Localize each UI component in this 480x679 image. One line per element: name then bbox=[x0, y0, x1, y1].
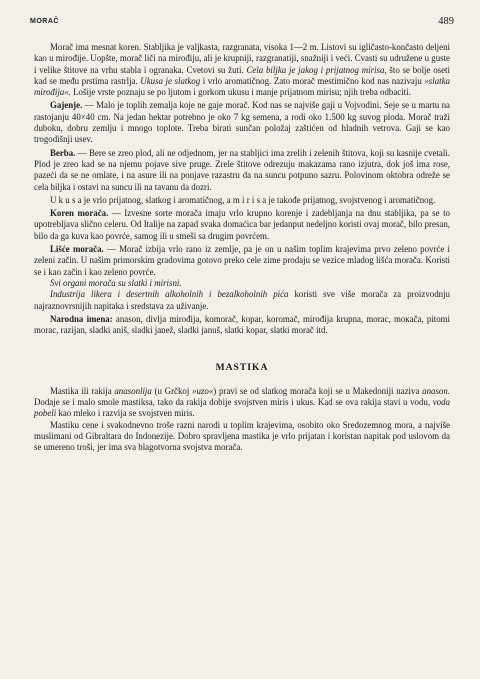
running-head: MORAČ bbox=[30, 18, 59, 25]
harvest-text: — Bere se zreo plod, ali ne odjednom, jer na stabljici ima zrelih i zelenih štitova, koji su kasnije cvetali. Plod je zreo kad se na njemu pojave sive pruge. Zrele štitove odrezuju makazama rano izjutra, dok još ima rose, pazeći da se ne omlate, i na asure ili na ponjave razastru da na suncu potpuno sazru. Polovinom oktobra odreže se cela biljka i ostavi na suncu ili na tavanu da dozri. bbox=[34, 147, 450, 192]
intro-text: što se bolje oseti kad se među prstima rastrlja. bbox=[34, 64, 450, 86]
root-label: Koren morača. bbox=[50, 208, 109, 219]
paragraph-cultivation bbox=[34, 100, 450, 145]
mastika-emphasis: anason. bbox=[422, 385, 450, 396]
paragraph-mastika-2: Mastiku cene i svakodnevno troše razni narodi u toplim krajevima, osobito oko Sredozemnog mora, a najviše muslimani od Gibraltara do Indonezije. Dobro spravljena mastika je vrlo prijatan i koristan napitak pod uslovom da se umereno troši, jer ima sva blagotvorna svojstva morača. bbox=[34, 419, 450, 453]
page-number: 489 bbox=[438, 16, 454, 27]
harvest-label: Berba. bbox=[50, 147, 76, 158]
taste-smell-text: je takođe prijatnog, svojstvenog i aromatičnog. bbox=[266, 194, 436, 205]
mastika-text: (u Grčkoj bbox=[151, 385, 193, 396]
intro-emphasis-name: »slatka mirođija«. bbox=[34, 75, 450, 98]
mastika-text: ) pravi se od slatkog morača koji se u Makedoniji naziva bbox=[213, 385, 423, 396]
paragraph-intro bbox=[34, 42, 450, 98]
taste-smell-text: je vrlo prijatnog, slatkog i aromatičnog, a bbox=[81, 194, 233, 205]
mastika-text: kao mleko i razvija se svojstven miris. bbox=[56, 408, 195, 419]
mastika-text: Mastika ili rakija bbox=[50, 385, 115, 396]
paragraph-harvest bbox=[34, 148, 450, 193]
paragraph-folk-names bbox=[34, 314, 450, 337]
leaves-label: Lišće morača. bbox=[50, 244, 104, 255]
cultivation-text: — Malo je toplih zemalja koje ne gaje morač. Kod nas se najviše gaji u Vojvodini. Seje se u martu na rastojanju 40×40 cm. Na jedan hektar potrebno je oko 7 kg semena, a rodi oko 1.500 kg suvog ploda. Morač traži duboku, dobru zemlju i mnogo toplote. Treba birati sunčan položaj zaštićen od hladnih vetrova. Gaji se kao trogodišnji usev. bbox=[34, 100, 450, 145]
mastika-emphasis: »uzo« bbox=[192, 385, 214, 396]
page-header bbox=[30, 16, 454, 32]
paragraph-taste-smell bbox=[34, 195, 450, 206]
mastika-text: Dodaje se i malo smole mastiksa, tako da rakija dobije svojstven miris i ukus. Kad se ova rakija stavi u vodu, bbox=[34, 397, 433, 408]
industry-text: koristi sve više morača za proizvodnju najraznovrsnijih napitaka i sredstava za uživanje. bbox=[34, 289, 450, 311]
leaves-text: — Morač izbija vrlo rano iz zemlje, pa je on u našim toplim krajevima prvo zeleno povrće i zeleni začin. U našim primorskim gradovima gotovo preko cele zime prodaju se vezice mladog lišća morača. Koristi se i kao začin i kao zeleno povrće. bbox=[34, 244, 450, 277]
intro-emphasis-smell: Cela biljka je jakog i prijatnog mirisa, bbox=[246, 64, 387, 75]
folk-names-label: Narodna imena: bbox=[50, 313, 113, 324]
intro-emphasis-taste: Ukusa je slatkog bbox=[140, 75, 201, 86]
page-body bbox=[34, 42, 450, 454]
paragraph-mastika-1 bbox=[34, 386, 450, 420]
cultivation-label: Gajenje. bbox=[50, 100, 83, 111]
section-title: MASTIKA bbox=[215, 362, 269, 374]
folk-names-text: anason, divlja mirođija, komorač, kopar, koromač, mirođija krupna, morac, moкača, pitomi morac, razijan, sladki aniš, sladki janež, sladki januš, slatki kopar, slatki morač itd. bbox=[34, 313, 450, 336]
root-text: — Izvesne sorte morača imaju vrlo krupno korenje i zadebljanja na dnu stabljika, pa se to upotrebljava slično celeru. Od Italije na zapad svaka domaćica bar jedanput nedeljno koristi ovaj morač, bilo presan, bilo da ga kuva kao povrće, samog ili u smeši sa drugim povrćem. bbox=[34, 208, 450, 241]
taste-word: U k u s a bbox=[50, 194, 82, 205]
smell-word: m i r i s a bbox=[232, 194, 267, 205]
mastika-emphasis: voda pobeli bbox=[34, 397, 450, 419]
paragraph-industry bbox=[34, 289, 450, 312]
paragraph-leaves bbox=[34, 244, 450, 278]
industry-emphasis: Industrija likera i desertnih alkoholnih i bezalkoholnih pića bbox=[50, 289, 289, 300]
intro-text: i vrlo aromatičnog. Zato morač mestimično kod nas nazivaju bbox=[200, 75, 425, 86]
intro-text: Morač ima mesnat koren. Stabljika je valjkasta, razgranata, visoka 1—2 m. Listovi su igličasto-končasto deljeni kao u mirođije. Uopšte, morač liči na mirođiju, ali je krupniji, razgranatiji, snažniji i veći. Cvasti su udružene u guste i velike štitove na vrhu stabla i ogranaka. Cvetovi su žuti. bbox=[34, 42, 450, 75]
paragraph-root bbox=[34, 208, 450, 242]
mastika-emphasis: anasonlija bbox=[114, 385, 152, 396]
paragraph-organs-note: Svi organi morača su slatki i mirisni. bbox=[50, 277, 182, 288]
intro-text: Lošije vrste poznaju se po ljutom i gorkom ukusu i manje prijatnom mirisu; njih treba odbaciti. bbox=[70, 87, 411, 98]
